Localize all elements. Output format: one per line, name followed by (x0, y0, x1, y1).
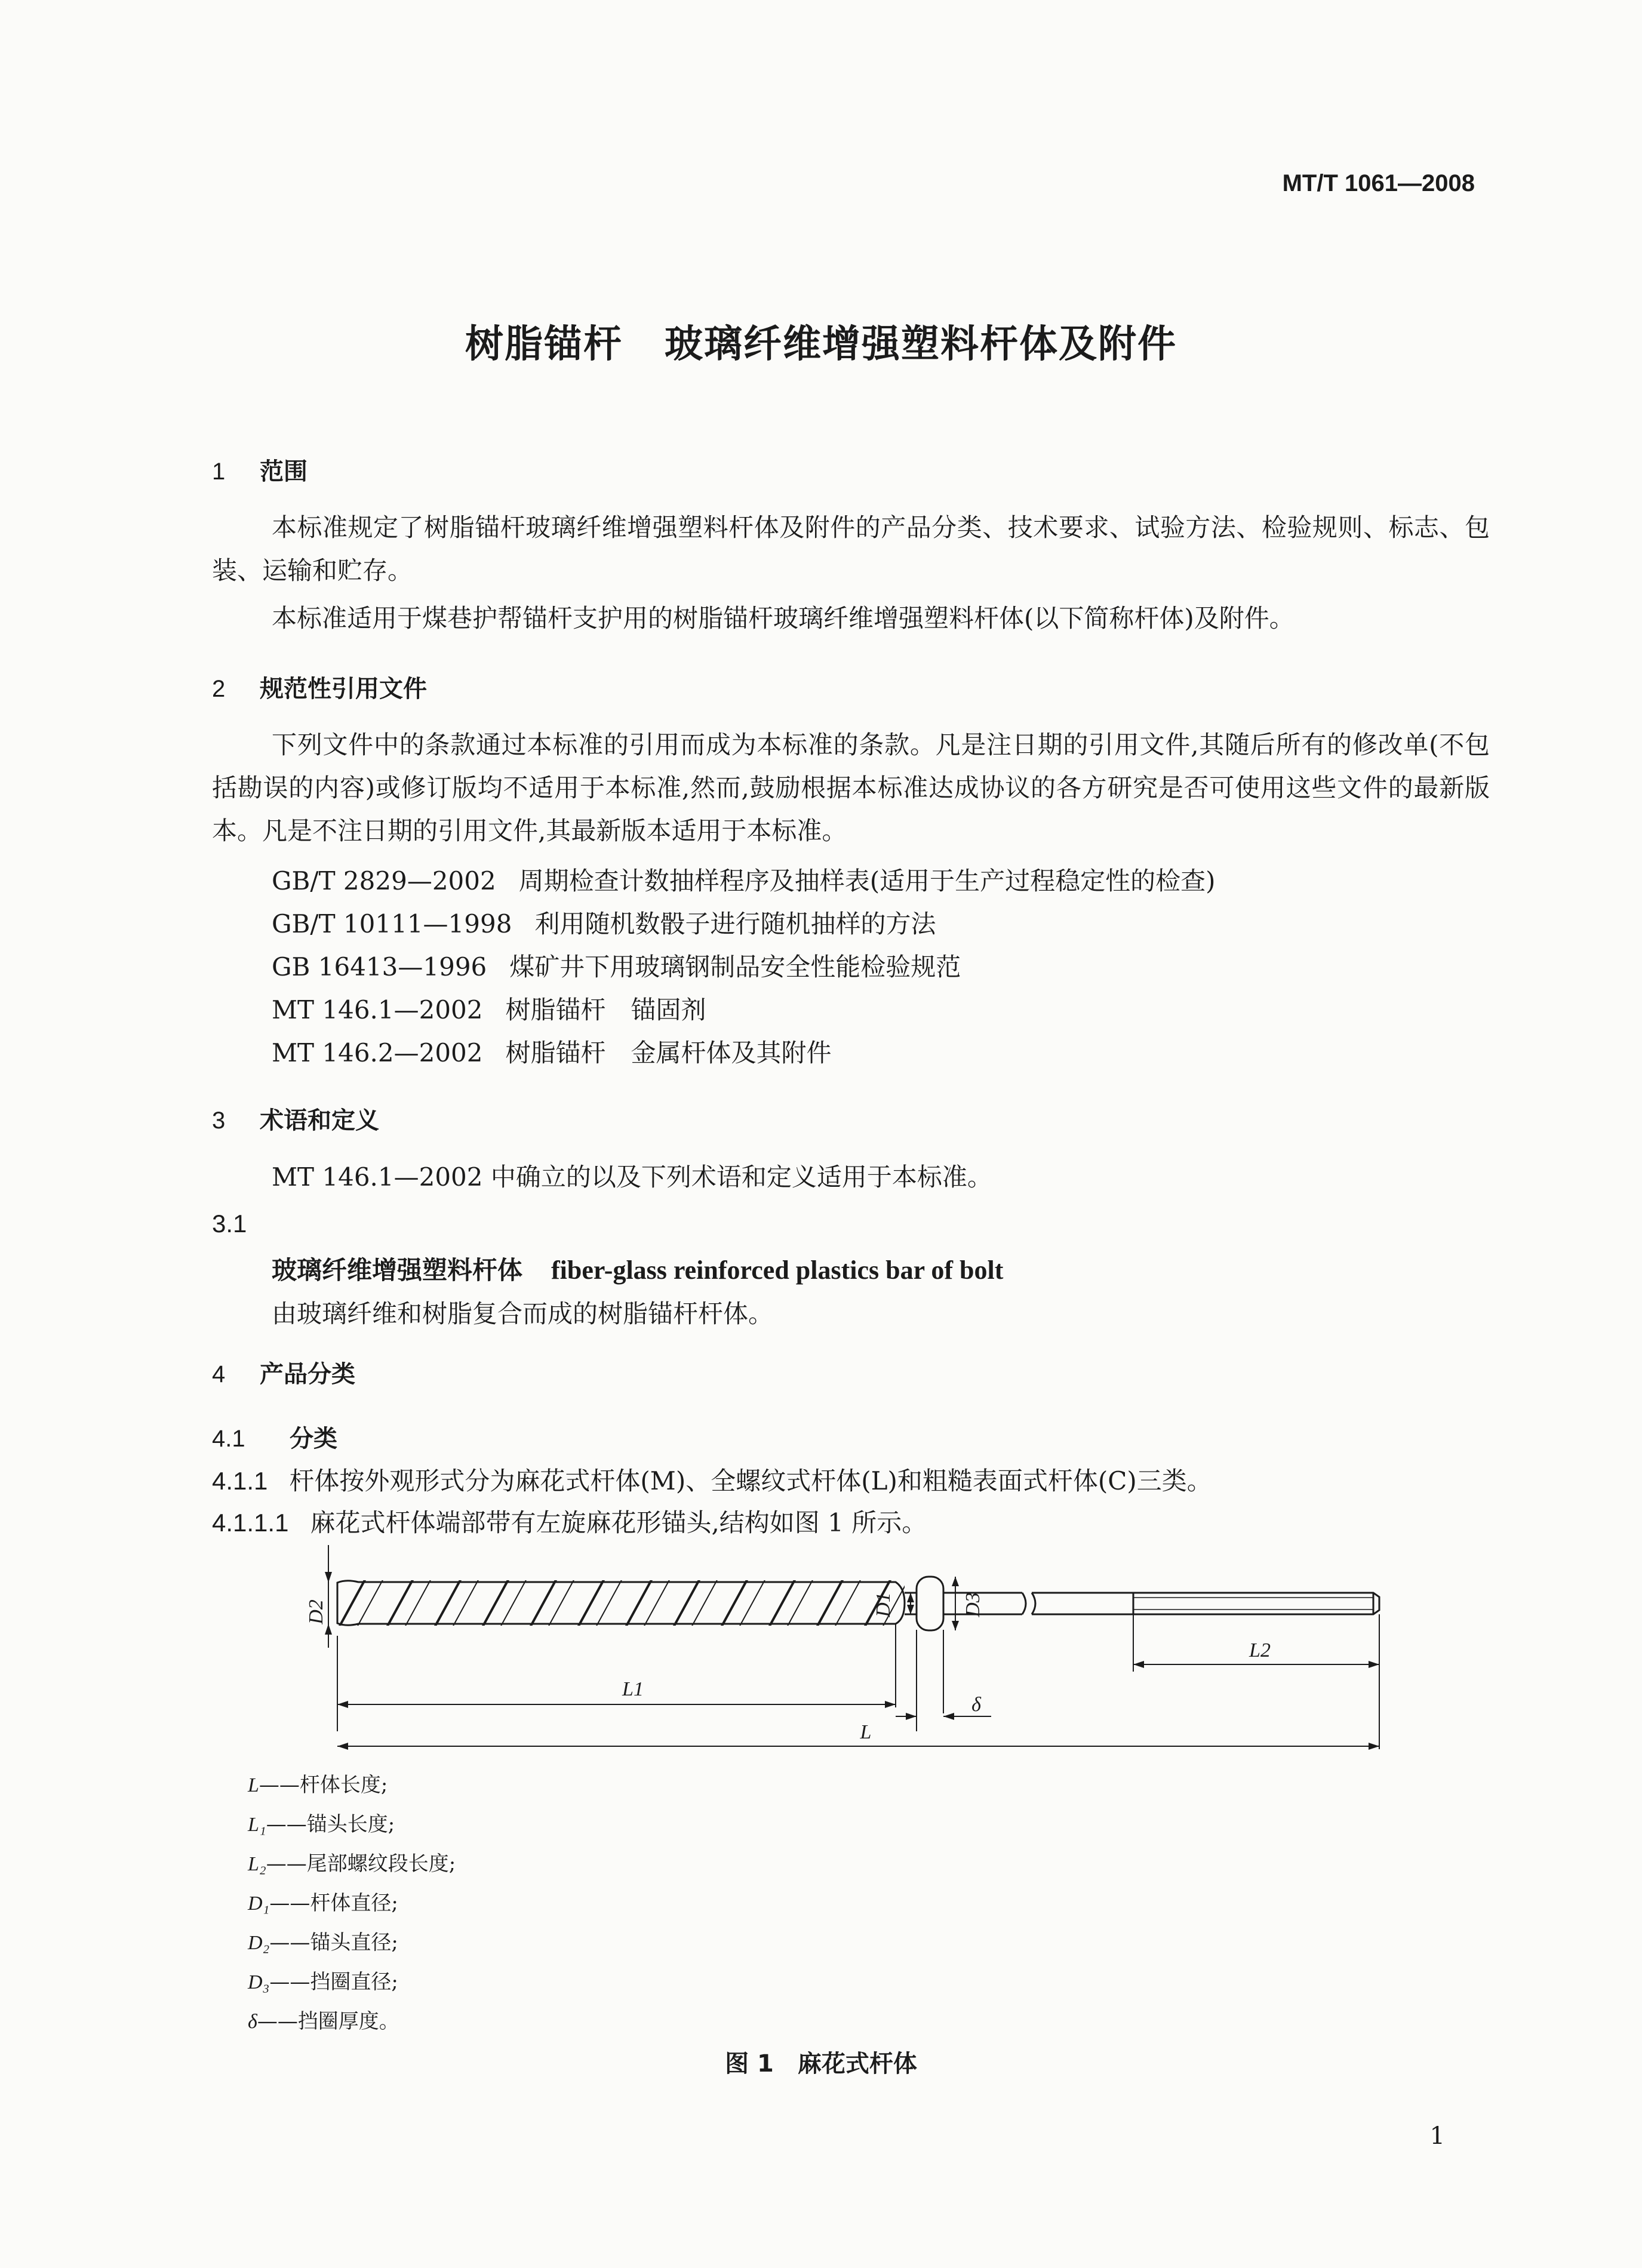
label-l1: L1 (622, 1678, 644, 1700)
section-2-heading: 2 规范性引用文件 (212, 675, 427, 703)
reference-item: GB 16413—1996 煤矿井下用玻璃钢制品安全性能检验规范 (272, 952, 961, 981)
label-l: L (860, 1721, 872, 1743)
threaded-tail (1032, 1593, 1379, 1614)
title-part1: 树脂锚杆 (465, 322, 623, 367)
section-1-heading: 1 范围 (212, 458, 308, 485)
reference-item: MT 146.2—2002 树脂锚杆 金属杆体及其附件 (272, 1038, 832, 1067)
label-d2: D2 (305, 1599, 327, 1624)
term-definition: 由玻璃纤维和树脂复合而成的树脂锚杆杆体。 (272, 1299, 774, 1328)
thread-lines (1133, 1598, 1373, 1610)
section-4-heading: 4 产品分类 (212, 1361, 355, 1388)
reference-item: GB/T 10111—1998 利用随机数骰子进行随机抽样的方法 (272, 909, 936, 938)
label-l2: L2 (1249, 1639, 1271, 1661)
section-1-paragraph-1: 本标准规定了树脂锚杆玻璃纤维增强塑料杆体及附件的产品分类、技术要求、试验方法、检验规则、标志、包装、运输和贮存。 (212, 513, 1490, 585)
section-2-paragraph: 下列文件中的条款通过本标准的引用而成为本标准的条款。凡是注日期的引用文件,其随后所有的修改单(不包括勘误的内容)或修订版均不适用于本标准,然而,鼓励根据本标准达成协议的各方研究是否可使用这些文件的最新版本。凡是不注日期的引用文件,其最新版本适用于本标准。 (212, 730, 1490, 845)
section-3-heading: 3 术语和定义 (212, 1107, 379, 1134)
break-mark (1022, 1593, 1035, 1614)
legend-item: δ——挡圈厚度。 (248, 2009, 399, 2033)
twisted-anchor-head (334, 1570, 914, 1636)
figure-caption: 图 1 麻花式杆体 (725, 2050, 917, 2078)
legend-item: L₁——锚头长度; (248, 1812, 395, 1836)
legend-item: D₃——挡圈直径; (248, 1970, 398, 1994)
clause-4-1-1: 4.1.1 杆体按外观形式分为麻花式杆体(M)、全螺纹式杆体(L)和粗糙表面式杆体(C)三类。 (212, 1466, 1212, 1495)
section-1-paragraph-2: 本标准适用于煤巷护帮锚杆支护用的树脂锚杆玻璃纤维增强塑料杆体(以下简称杆体)及附件。 (272, 604, 1294, 633)
legend-item: D₂——锚头直径; (248, 1931, 398, 1955)
section-3-paragraph: MT 146.1—2002 中确立的以及下列术语和定义适用于本标准。 (272, 1162, 992, 1192)
clause-4-1-heading: 4.1 分类 (212, 1425, 337, 1452)
label-d3: D3 (962, 1592, 984, 1617)
page-number: 1 (1429, 2122, 1445, 2150)
retaining-collar (917, 1577, 943, 1630)
term-entry: 玻璃纤维增强塑料杆体 fiber-glass reinforced plastics bar of bolt (272, 1255, 1004, 1285)
label-d1: D1 (872, 1592, 894, 1617)
title-part2: 玻璃纤维增强塑料杆体及附件 (665, 322, 1177, 367)
label-delta: δ (971, 1694, 981, 1716)
reference-item: MT 146.1—2002 树脂锚杆 锚固剂 (272, 995, 706, 1024)
legend-item: L₂——尾部螺纹段长度; (248, 1852, 456, 1876)
legend-item: D₁——杆体直径; (248, 1891, 398, 1915)
clause-3-1-number: 3.1 (212, 1210, 247, 1238)
clause-4-1-1-1: 4.1.1.1 麻花式杆体端部带有左旋麻花形锚头,结构如图 1 所示。 (212, 1508, 927, 1537)
reference-item: GB/T 2829—2002 周期检查计数抽样程序及抽样表(适用于生产过程稳定性的检查) (272, 866, 1216, 895)
legend-item: L——杆体长度; (248, 1773, 388, 1797)
standard-number: MT/T 1061—2008 (1282, 170, 1475, 196)
